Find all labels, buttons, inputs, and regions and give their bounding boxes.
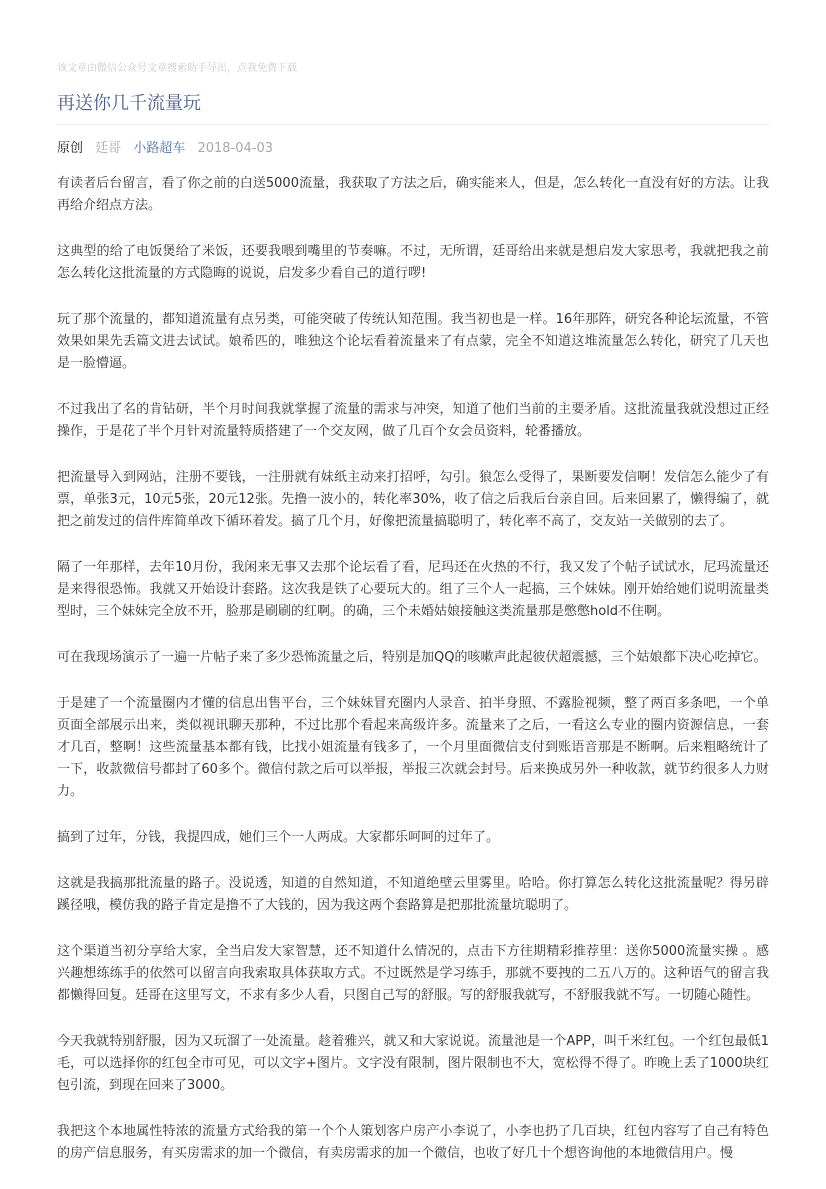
author-name: 廷哥 [95, 141, 122, 156]
export-notice[interactable]: 该文章由微信公众号文章搜索助手导出，点我免费下载 [57, 63, 297, 74]
title-divider [57, 124, 769, 125]
paragraph-12: 今天我就特别舒服，因为又玩溜了一处流量。趁着雅兴，就又和大家说说。流量池是一个APP，叫千米红包。一个红包最低1毛，可以选择你的红包全市可见，可以文字+图片。文字没有限制，图片限制也不大，宽松得不得了。昨晚上丢了1000块红包引流，到现在回来了3000。 [57, 1034, 769, 1093]
paragraph-3: 玩了那个流量的，都知道流量有点另类，可能突破了传统认知范围。我当初也是一样。16年那阵，研究各种论坛流量，不管效果如果先丢篇文进去试试。娘希匹的，唯独这个论坛看着流量来了有点蒙，完全不知道这堆流量怎么转化，研究了几天也是一脸懵逼。 [57, 312, 769, 371]
paragraph-9: 搞到了过年，分钱，我提四成，她们三个一人两成。大家都乐呵呵的过年了。 [57, 830, 500, 845]
paragraph-7: 可在我现场演示了一遍一片帖子来了多少恐怖流量之后，特别是加QQ的咳嗽声此起彼伏超震撼，三个姑娘都下决心吃掉它。 [57, 650, 767, 665]
article-meta [57, 139, 281, 159]
paragraph-2: 这典型的给了电饭煲给了米饭，还要我喂到嘴里的节奏嘛。不过，无所谓，廷哥给出来就是想启发大家思考，我就把我之前怎么转化这批流量的方式隐晦的说说，启发多少看自己的道行啰! [57, 244, 769, 281]
paragraph-1: 有读者后台留言，看了你之前的白送5000流量，我获取了方法之后，确实能来人，但是，怎么转化一直没有好的方法。让我再给介绍点方法。 [57, 176, 769, 213]
article-title: 再送你几千流量玩 [57, 93, 201, 114]
paragraph-8: 于是建了一个流量圈内才懂的信息出售平台，三个妹妹冒充圈内人录音、拍半身照、不露脸视频，整了两百多条吧，一个单页面全部展示出来，类似视讯聊天那种，不过比那个看起来高级许多。流量来了之后，一看这么专业的圈内资源信息，一套才几百，整啊！这些流量基本都有钱，比找小姐流量有钱多了，一个月里面微信支付到账语音那是不断啊。后来粗略统计了一下，收款微信号都封了60多个。微信付款之后可以举报，举报三次就会封号。后来换成另外一种收款，就节约很多人力财力。 [57, 696, 769, 799]
paragraph-10: 这就是我搞那批流量的路子。没说透，知道的自然知道，不知道绝壁云里雾里。哈哈。你打算怎么转化这批流量呢？得另辟蹊径哦，模仿我的路子肯定是撸不了大钱的，因为我这两个套路算是把那批流量坑聪明了。 [57, 876, 769, 913]
paragraph-13: 我把这个本地属性特浓的流量方式给我的第一个个人策划客户房产小李说了，小李也扔了几百块，红包内容写了自己有特色的房产信息服务，有买房需求的加一个微信，有卖房需求的加一个微信，也收了好几十个想咨询他的本地微信用户。慢 [57, 1124, 769, 1161]
publish-date: 2018-04-03 [197, 141, 274, 156]
paragraph-5: 把流量导入到网站，注册不要钱，一注册就有妹纸主动来打招呼，勾引。狼怎么受得了，果断要发信啊！发信怎么能少了有票，单张3元，10元5张，20元12张。先撸一波小的，转化率30%，收了信之后我后台亲自回。后来回累了，懒得编了，就把之前发过的信件库简单改下循环着发。搞了几个月，好像把流量搞聪明了，转化率不高了，交友站一关做别的去了。 [57, 470, 769, 529]
paragraph-11: 这个渠道当初分享给大家，全当启发大家智慧，还不知道什么情况的，点击下方往期精彩推荐里：送你5000流量实操 。感兴趣想练练手的依然可以留言向我索取具体获取方式。不过既然是学习练手，那就不要拽的二五八万的。这种语气的留言我都懒得回复。廷哥在这里写文，不求有多少人看，只图自己写的舒服。写的舒服我就写，不舒服我就不写。一切随心随性。 [57, 944, 769, 1003]
original-badge: 原创 [57, 141, 84, 156]
paragraph-4: 不过我出了名的肯钻研，半个月时间我就掌握了流量的需求与冲突，知道了他们当前的主要矛盾。这批流量我就没想过正经操作，于是花了半个月针对流量特质搭建了一个交友网，做了几百个女会员资料，轮番播放。 [57, 402, 769, 439]
account-link[interactable]: 小路超车 [133, 141, 186, 156]
paragraph-6: 隔了一年那样，去年10月份，我闲来无事又去那个论坛看了看，尼玛还在火热的不行，我又发了个帖子试试水，尼玛流量还是来得很恐怖。我就又开始设计套路。这次我是铁了心要玩大的。组了三个人一起搞，三个妹妹。刚开始给她们说明流量类型时，三个妹妹完全放不开，脸那是刷刷的红啊。的确，三个未婚姑娘接触这类流量那是憋憋hold不住啊。 [57, 560, 769, 619]
article-body [57, 173, 769, 1189]
